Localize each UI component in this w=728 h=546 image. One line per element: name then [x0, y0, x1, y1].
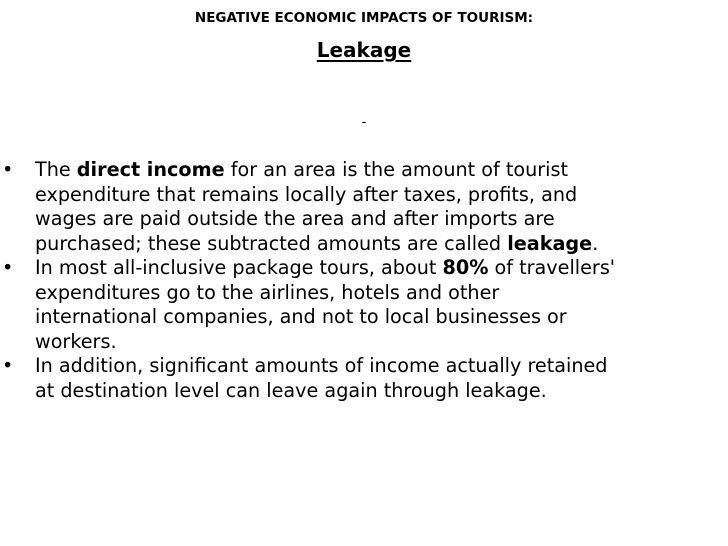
slide-heading: NEGATIVE ECONOMIC IMPACTS OF TOURISM:	[194, 10, 534, 26]
bullet-line: wages are paid outside the area and after imports are	[35, 207, 555, 230]
bullet-line: international companies, and not to local businesses or	[35, 305, 567, 328]
separator-dash: -	[361, 115, 367, 130]
bullet-item-package-tours	[0, 256, 728, 354]
bold-term-percentage: 80%	[442, 256, 489, 279]
bullet-marker-icon: •	[2, 256, 14, 279]
bullet-line: at destination level can leave again through leakage.	[35, 378, 547, 402]
bullet-line: In most all-inclusive package tours, about 80% of travellers'	[35, 256, 616, 279]
bullet-item-direct-income	[0, 158, 728, 256]
bullet-list	[0, 158, 728, 403]
bullet-line: expenditures go to the airlines, hotels and other	[35, 280, 500, 304]
bullet-item-retained-income	[0, 354, 728, 403]
bullet-marker-icon: •	[2, 158, 14, 181]
bullet-line: purchased; these subtracted amounts are called leakage.	[35, 231, 599, 255]
bold-term-leakage: leakage	[507, 231, 593, 255]
bullet-marker-icon: •	[2, 354, 14, 377]
bold-term-direct-income: direct income	[76, 158, 225, 181]
bullet-line: expenditure that remains locally after taxes, profits, and	[35, 182, 578, 206]
bullet-line: The direct income for an area is the amount of tourist	[35, 158, 569, 181]
slide-title: Leakage	[316, 38, 412, 62]
bullet-line: In addition, significant amounts of income actually retained	[35, 354, 608, 377]
bullet-line: workers.	[35, 329, 117, 353]
